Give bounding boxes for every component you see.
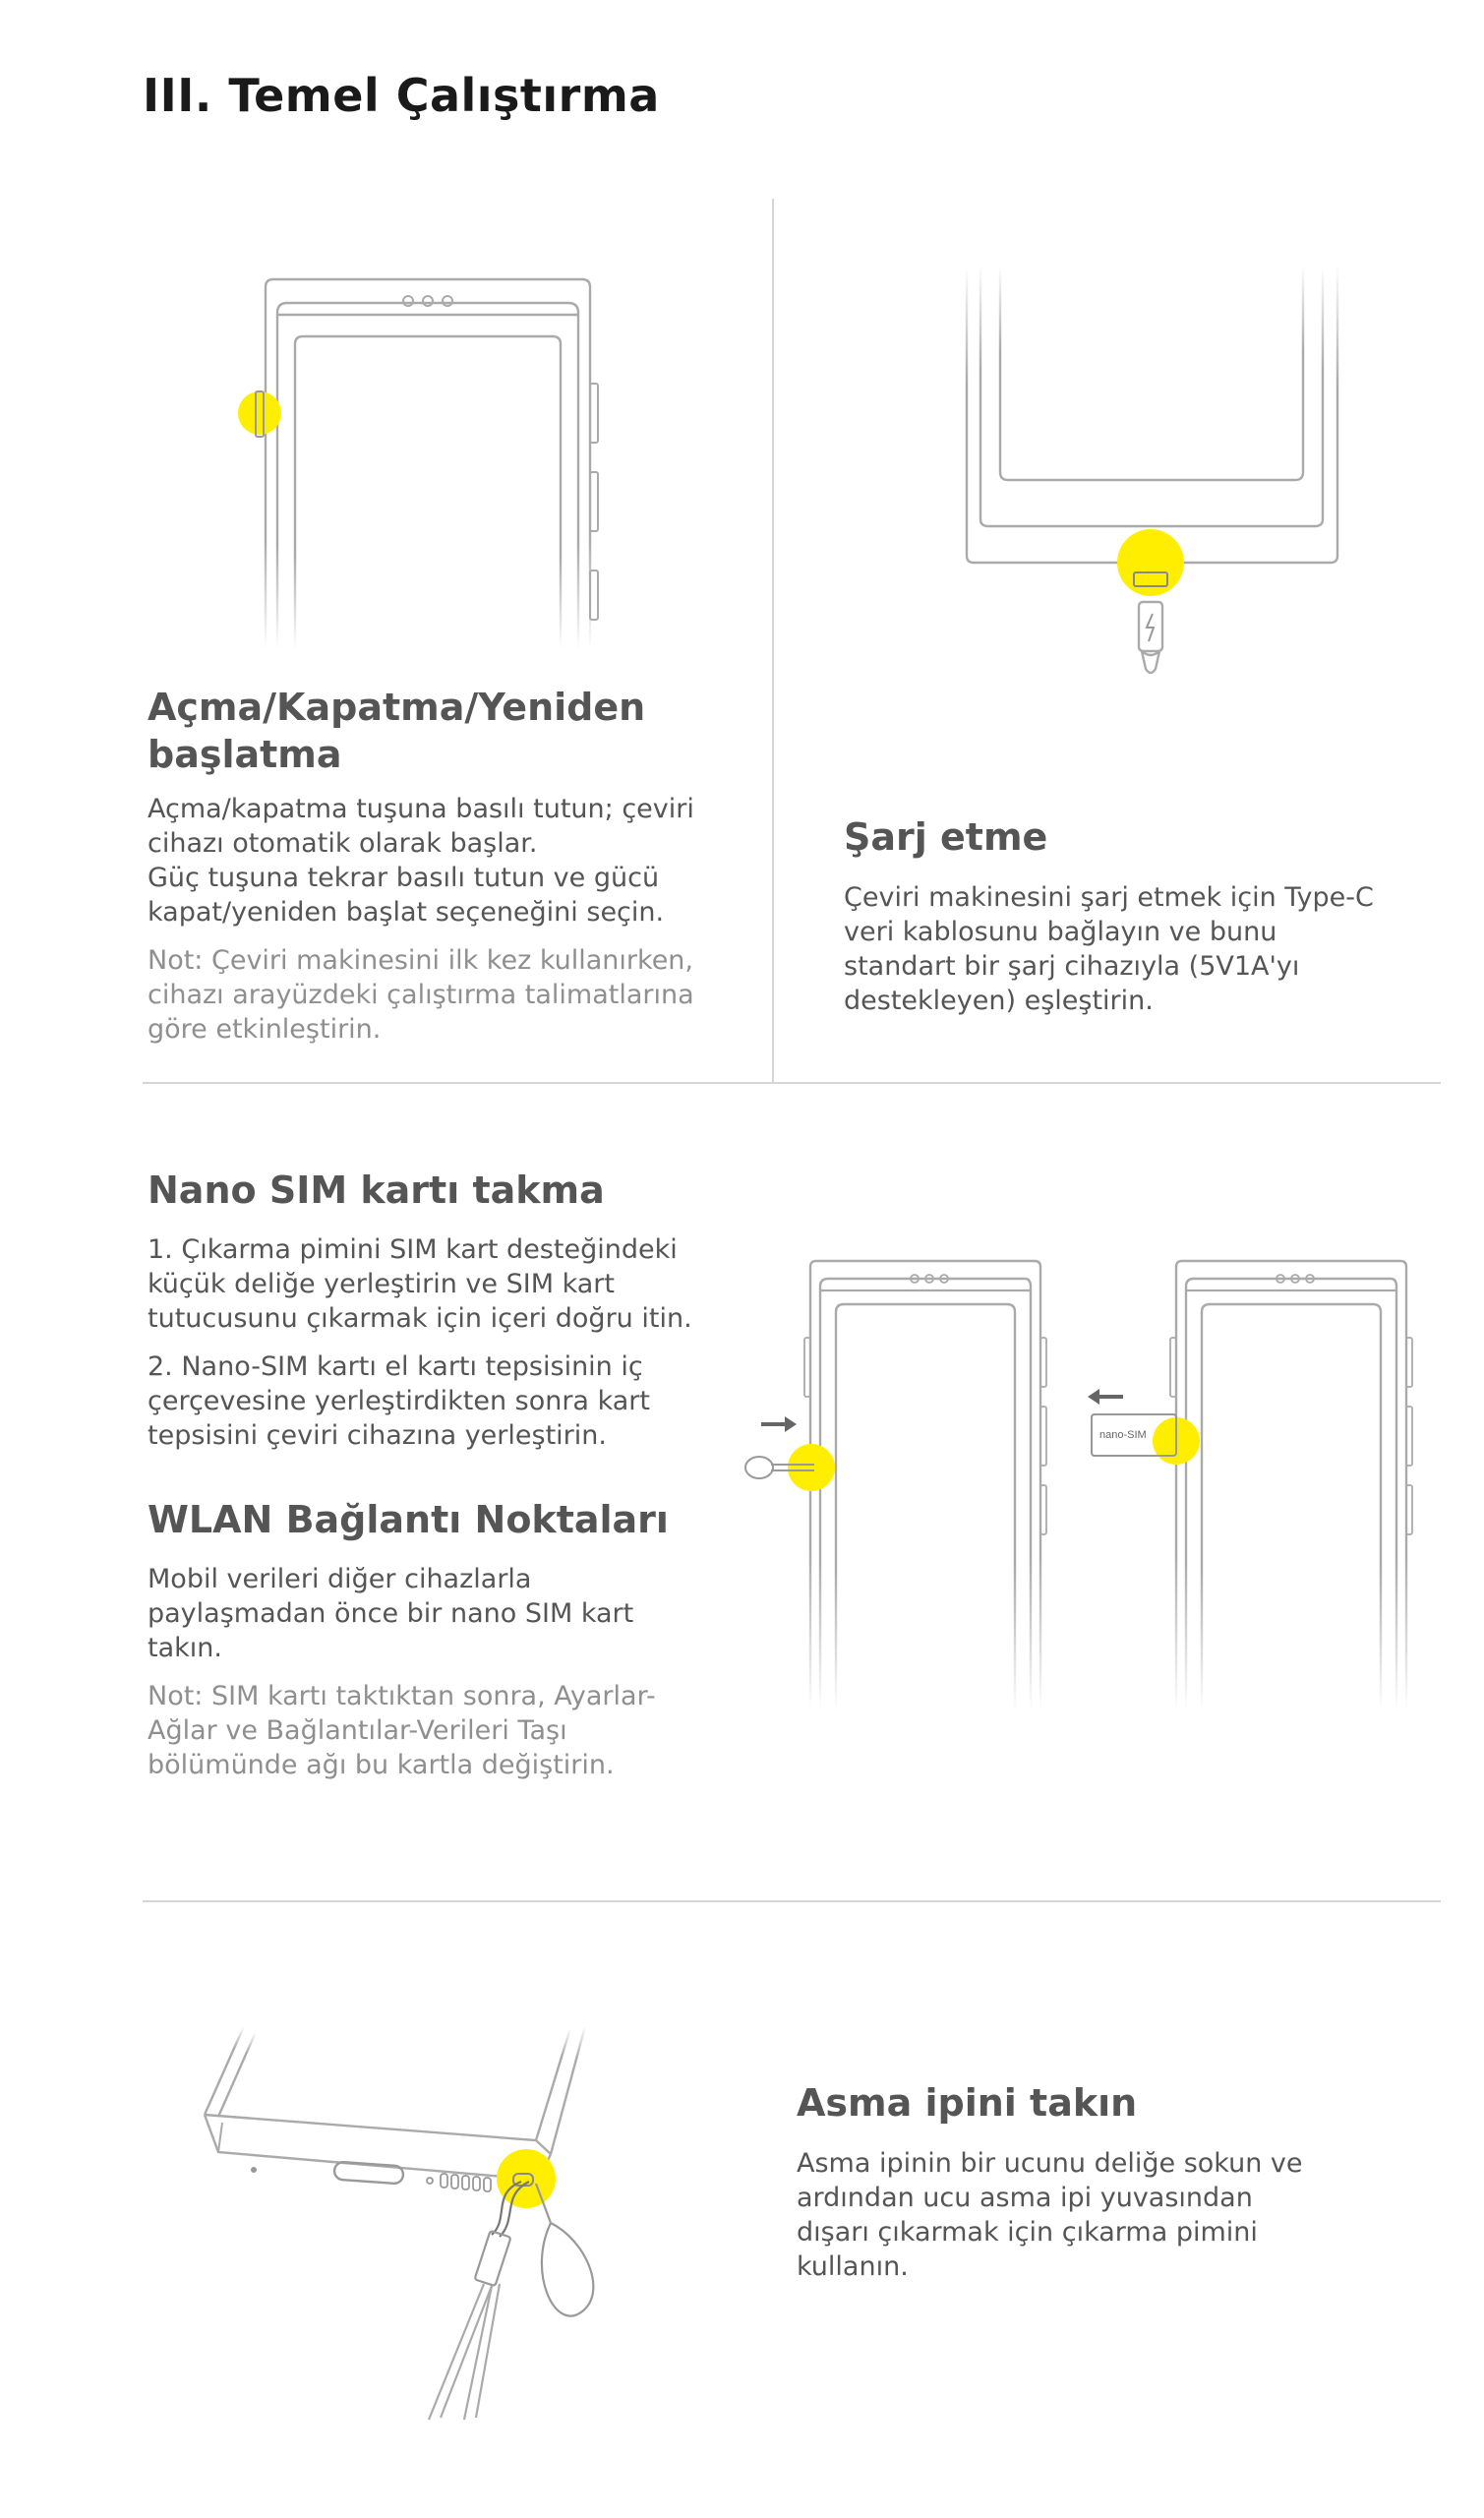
- wlan-heading: WLAN Bağlantı Noktaları: [148, 1498, 669, 1541]
- lanyard-paragraph: Asma ipinin bir ucunu deliğe sokun ve ardından ucu asma ipi yuvasından dışarı çıkarmak için çıkarma pimini kullanın.: [797, 2148, 1303, 2282]
- charge-paragraph: Çeviri makinesini şarj etmek için Type-C veri kablosunu bağlayın ve bunu standart bir şarj cihazıyla (5V1A'yı destekleyen) eşleştirin.: [844, 882, 1374, 1016]
- wlan-note: Not: SIM kartı taktıktan sonra, Ayarlar-Ağlar ve Bağlantılar-Verileri Taşı bölümünde ağı bu kartla değiştirin.: [148, 1681, 656, 1780]
- power-button-highlight: [238, 391, 281, 435]
- sim-step-1: 1. Çıkarma pimini SIM kart desteğindeki küçük deliğe yerleştirin ve SIM kart tutucusunu çıkarmak için içeri doğru itin.: [148, 1234, 692, 1334]
- power-button-illustration: [226, 275, 639, 649]
- lanyard-heading: Asma ipini takın: [797, 2081, 1138, 2125]
- power-paragraph-1: Açma/kapatma tuşuna basılı tutun; çeviri cihazı otomatik olarak başlar.: [148, 794, 694, 859]
- horizontal-divider-1: [143, 1082, 1441, 1084]
- sim-step-2: 2. Nano-SIM kartı el kartı tepsisinin iç çerçevesine yerleştirdikten sonra kart tepsisini çeviri cihazına yerleştirin.: [148, 1351, 650, 1451]
- horizontal-divider-2: [143, 1900, 1441, 1902]
- charging-illustration: [959, 266, 1342, 757]
- charge-heading: Şarj etme: [844, 815, 1048, 859]
- sim-insert-illustration: [728, 1259, 1475, 1711]
- wlan-paragraph: Mobil verileri diğer cihazlarla paylaşmadan önce bir nano SIM kart takın.: [148, 1564, 634, 1663]
- lanyard-slot-highlight: [497, 2149, 556, 2208]
- lanyard-illustration: [197, 2026, 649, 2420]
- power-paragraph-2: Güç tuşuna tekrar basılı tutun ve gücü kapat/yeniden başlat seçeneğini seçin.: [148, 863, 665, 928]
- sim-device-right: [1088, 1261, 1412, 1711]
- sim-hole-highlight: [788, 1444, 835, 1491]
- sim-device-left: [745, 1261, 1046, 1711]
- sim-tray-label: nano-SIM: [1099, 1429, 1147, 1441]
- power-heading: Açma/Kapatma/Yeniden başlatma: [148, 686, 646, 776]
- vertical-divider: [772, 199, 774, 1084]
- page-title: III. Temel Çalıştırma: [143, 69, 660, 122]
- sim-heading: Nano SIM kartı takma: [148, 1169, 605, 1212]
- power-note: Not: Çeviri makinesini ilk kez kullanırken, cihazı arayüzdeki çalıştırma talimatlarına göre etkinleştirin.: [148, 945, 694, 1045]
